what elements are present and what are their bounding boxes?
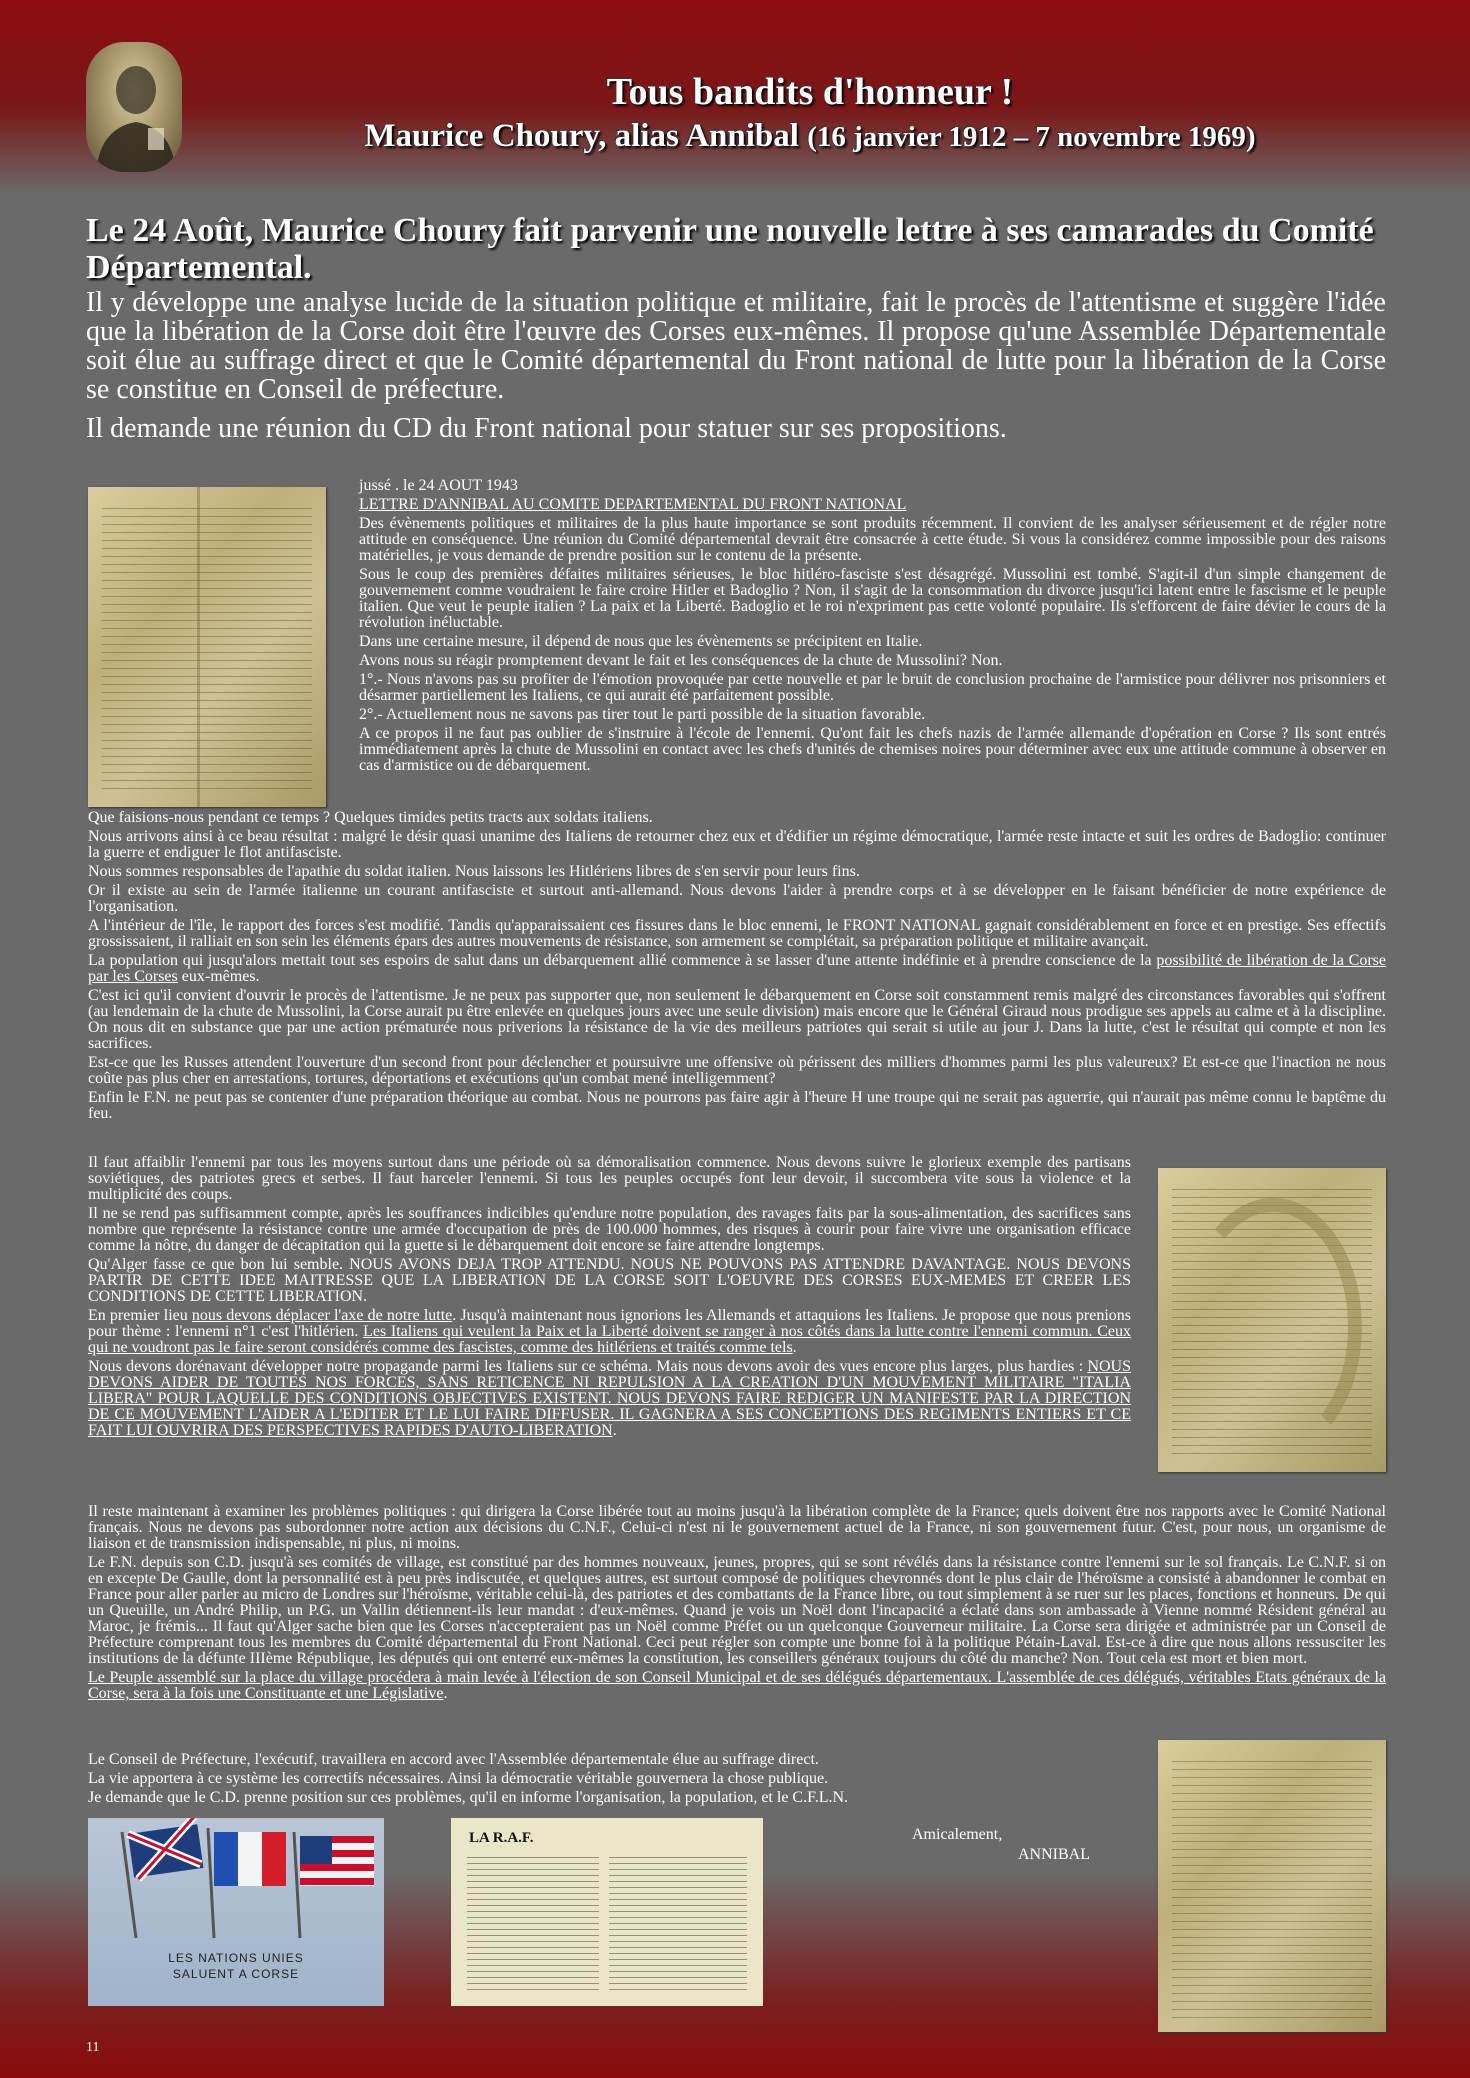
letter-full-block	[88, 810, 1386, 1125]
letter-paragraph: Le Peuple assemblé sur la place du village procédera à main levée à l'élection de son Conseil Municipal et de ses délégués départementaux. L'assemblée de ces délégués, véritables Etats généraux de la Corse, sera à la fois une Constituante et une Législative.	[88, 1669, 1386, 1702]
page-title: Tous bandits d'honneur !	[606, 71, 1014, 113]
letter-paragraph: Il ne se rend pas suffisamment compte, après les souffrances indicibles qu'endure notre population, des ravages faits par la sous-alimentation, des sacrifices sans nombre que représente la résistance contre une armée d'occupation de près de 100.000 hommes, des risques à courir pour faire vivre une organisation efficace comme la nôtre, du danger de décapitation qui la guette si le débarquement doit encore se faire attendre longtemps.	[88, 1205, 1131, 1254]
letter-scan-image	[88, 487, 326, 807]
letter-paragraph: Nous arrivons ainsi à ce beau résultat : malgré le désir quasi unanime des Italiens de retourner chez eux et d'édifier un régime démocratique, l'armée reste intacte et suit les ordres de Badoglio: continuer la guerre et endiguer le flot antifasciste.	[88, 828, 1386, 861]
intro-paragraph: Il demande une réunion du CD du Front national pour statuer sur ses propositions.	[86, 413, 1007, 444]
letter-paragraph: Enfin le F.N. ne peut pas se contenter d'une préparation théorique au combat. Nous ne pourrons pas faire agir à l'heure H une troupe qui ne serait pas aguerrie, qui n'aurait pas même connu le baptême du feu.	[88, 1089, 1386, 1122]
raf-leaflet-image	[451, 1818, 763, 2006]
letter-paragraph: 2°.- Actuellement nous ne savons pas tirer tout le parti possible de la situation favorable.	[359, 706, 926, 723]
letter-paragraph: A ce propos il ne faut pas oublier de s'instruire à l'école de l'ennemi. Qu'ont fait les chefs nazis de l'armée allemande d'opération en Corse ? Ils sont entrés immédiatement après la chute de Mussolini en contact avec les chefs d'unités de chemises noires pour déterminer avec eux une attitude commune à observer en cas d'armistice ou de débarquement.	[359, 725, 1386, 774]
letter-paragraph: Que faisions-nous pendant ce temps ? Quelques timides petits tracts aux soldats italiens.	[88, 809, 653, 826]
flag-caption: LES NATIONS UNIES SALUENT A CORSE	[168, 1951, 304, 1981]
letter-paragraph: Des évènements politiques et militaires de la plus haute importance se sont produits récemment. Il convient de les analyser sérieusement et de régler notre attitude en conséquence. Une réunion du Comité départemental devrait être consacrée à cette étude. Si vous la considérez comme impossible pour des raisons matérielles, je vous demande de prendre position sur le contenu de la présente.	[359, 515, 1386, 564]
closing-text: Amicalement,	[912, 1826, 1003, 1843]
page-number: 11	[86, 2040, 100, 2055]
letter-paragraph: En premier lieu nous devons déplacer l'axe de notre lutte. Jusqu'à maintenant nous ignorions les Allemands et attaquions les Italiens. Je propose que nous prenions pour thème : l'ennemi n°1 c'est l'hitlérien. Les Italiens qui veulent la Paix et la Liberté doivent se ranger à nos côtés dans la lutte contre l'ennemi commun. Ceux qui ne voudront pas le faire seront considérés comme des fascistes, comme des hitlériens et traités comme tels.	[88, 1307, 1132, 1356]
signature: ANNIBAL	[1018, 1846, 1090, 1863]
letter-paragraph: Avons nous su réagir promptement devant le fait et les conséquences de la chute de Mussolini? Non.	[359, 652, 1003, 669]
letter-narrow-block	[88, 1155, 1131, 1442]
letter-dateline: jussé . le 24 AOUT 1943	[359, 477, 518, 494]
letter-paragraph: Je demande que le C.D. prenne position sur ces problèmes, qu'il en informe l'organisation, la population, et le C.F.L.N.	[88, 1789, 849, 1806]
allied-flags-image	[88, 1818, 384, 2006]
letter-end-block	[88, 1752, 1133, 1809]
letter-paragraph: Est-ce que les Russes attendent l'ouverture d'un second front pour déclencher et poursuivre une offensive où périssent des milliers d'hommes parmi les plus valeureux? Et est-ce que l'inaction ne nous coûte pas plus cher en arrestations, tortures, déportations et exécutions qu'un combat mené intelligemment?	[88, 1054, 1386, 1087]
letter-paragraph: Dans une certaine mesure, il dépend de nous que les évènements se précipitent en Italie.	[359, 633, 923, 650]
letter-paragraph: Qu'Alger fasse ce que bon lui semble. NOUS AVONS DEJA TROP ATTENDU. NOUS NE POUVONS PAS ATTENDRE DAVANTAGE. NOUS DEVONS PARTIR DE CETTE IDEE MAITRESSE QUE LA LIBERATION DE LA CORSE SOIT L'OEUVRE DES CORSES EUX-MEMES ET CREER LES CONDITIONS DE CETTE LIBERATION.	[88, 1256, 1131, 1305]
letter-paragraph: 1°.- Nous n'avons pas su profiter de l'émotion provoquée par cette nouvelle et par le bruit de conclusion prochaine de l'armistice pour délivrer nos prisonniers et désarmer partiellement les Italiens, ce qui aurait été parfaitement possible.	[359, 671, 1386, 704]
letter-paragraph: Le Conseil de Préfecture, l'exécutif, travaillera en accord avec l'Assemblée départementale élue au suffrage direct.	[88, 1751, 819, 1768]
letter-scan-image	[1158, 1168, 1386, 1472]
letter-paragraph: A l'intérieur de l'île, le rapport des forces s'est modifié. Tandis qu'apparaissaient ces fissures dans le bloc ennemi, le FRONT NATIONAL gagnait considérablement en force et en prestige. Ses effectifs grossissaient, il ralliait en son sein les éléments épars des autres mouvements de résistance, son armement se complétait, sa préparation politique et militaire avançait.	[88, 917, 1386, 950]
letter-paragraph: Il faut affaiblir l'ennemi par tous les moyens surtout dans une période où sa démoralisation commence. Nous devons suivre le glorieux exemple des partisans soviétiques, des patriotes grecs et serbes. Il faut harceler l'ennemi. Si tous les peuples occupés font leur devoir, il succombera vite sous la violence et la multiplicité des coups.	[88, 1154, 1131, 1203]
letter-scan-image	[1158, 1740, 1386, 2032]
letter-heading: LETTRE D'ANNIBAL AU COMITE DEPARTEMENTAL DU FRONT NATIONAL	[359, 496, 907, 513]
raf-leaflet-title: LA R.A.F.	[469, 1830, 534, 1846]
letter-paragraph: Sous le coup des premières défaites militaires sérieuses, le bloc hitléro-fasciste s'est désagrégé. Mussolini est tombé. S'agit-il d'un simple changement de gouvernement comme voudraient le faire croire Hitler et Badoglio ? Non, il s'agit de la consommation du divorce jusqu'ici latent entre le fascisme et le peuple italien. Que veut le peuple italien ? La paix et la Liberté. Badoglio et le roi n'expriment pas cette volonté populaire. Ils s'efforcent de faire dévier le cours de la révolution inéluctable.	[359, 566, 1386, 631]
page-subtitle	[0, 118, 1470, 155]
intro-paragraph: Il y développe une analyse lucide de la situation politique et militaire, fait le procès de l'attentisme et suggère l'idée que la libération de la Corse doit être l'œuvre des Corses eux-mêmes. Il propose qu'une Assemblée Départementale soit élue au suffrage direct et que le Comité départemental du Front national de lutte pour la libération de la Corse se constitue en Conseil de préfecture.	[86, 287, 1386, 405]
headline: Le 24 Août, Maurice Choury fait parvenir une nouvelle lettre à ses camarades du Comité Départemental.	[86, 212, 1374, 286]
letter-paragraph: Nous sommes responsables de l'apathie du soldat italien. Nous laissons les Hitlériens libres de s'en servir pour leurs fins.	[88, 863, 860, 880]
letter-paragraph: Il reste maintenant à examiner les problèmes politiques : qui dirigera la Corse libérée tout au moins jusqu'à la libération complète de la France; quels doivent être nos rapports avec le Comité National français. Nous ne devons pas subordonner notre action aux décisions du C.N.F., Celui-ci n'est ni le gouvernement actuel de la France, ni son gouvernement futur. C'est, pour nous, un organisme de liaison et de transmission indispensable, ni plus, ni moins.	[88, 1503, 1386, 1552]
letter-paragraph: Or il existe au sein de l'armée italienne un courant antifasciste et surtout anti-allemand. Nous devons l'aider à prendre corps et à se développer en le faisant bénéficier de notre expérience de l'organisation.	[88, 882, 1386, 915]
letter-full-block-2	[88, 1504, 1386, 1705]
letter-paragraph: Nous devons dorénavant développer notre propagande parmi les Italiens sur ce schéma. Mais nous devons avoir des vues encore plus larges, plus hardies : NOUS DEVONS AIDER DE TOUTES NOS FORCES, SANS RETICENCE NI REPULSION A LA CREATION D'UN MOUVEMENT MILITAIRE "ITALIA LIBERA" POUR LAQUELLE DES CONDITIONS OBJECTIVES EXISTENT. NOUS DEVONS FAIRE REDIGER UN MANIFESTE PAR LA DIRECTION DE CE MOUVEMENT L'AIDER A L'EDITER ET LE LUI FAIRE DIFFUSER. IL GAGNERA A SES CONCEPTIONS DES REGIMENTS ENTIERS ET CE FAIT LUI OUVRIRA DES PERSPECTIVES RAPIDES D'AUTO-LIBERATION.	[88, 1358, 1131, 1439]
subtitle-dates: (16 janvier 1912 – 7 novembre 1969)	[807, 121, 1256, 153]
subtitle-name: Maurice Choury, alias Annibal	[364, 118, 799, 154]
letter-top-block	[359, 478, 1386, 777]
letter-paragraph: La vie apportera à ce système les correctifs nécessaires. Ainsi la démocratie véritable gouvernera la chose publique.	[88, 1770, 829, 1787]
letter-signoff	[912, 1825, 1112, 1865]
intro-text	[86, 288, 1386, 443]
letter-paragraph: C'est ici qu'il convient d'ouvrir le procès de l'attentisme. Je ne peux pas supporter que, non seulement le débarquement en Corse soit constamment remis malgré des circonstances favorables qui s'offrent (au lendemain de la chute de Mussolini, la Corse aurait pu être enlevée en quelques jours avec une seule division) mais encore que le Général Giraud nous prodigue ses appels au calme et à la discipline. On nous dit en substance que par une action prématurée nous priverions la résistance de la vie des meilleurs patriotes qui serait si utile au jour J. Dans la lutte, c'est le résultat qui compte et non les sacrifices.	[88, 987, 1386, 1052]
letter-paragraph: Le F.N. depuis son C.D. jusqu'à ses comités de village, est constitué par des hommes nouveaux, jeunes, propres, qui se sont révélés dans la résistance contre l'ennemi sur le sol français. Le C.N.F. si on en excepte De Gaulle, dont la personnalité est à peu près indiscutée, et quelques autres, est surtout composé de politiques chevronnés dont le plus clair de l'héroïsme a consisté à abandonner le combat en France pour aller parler au micro de Londres sur l'héroïsme, véritable celui-là, des patriotes et des combattants de la France libre, ou tout simplement à se ruer sur les places, fonctions et honneurs. De qui un Queuille, un André Philip, un P.G. un Vallin détiennent-ils leur mandat : d'eux-mêmes. Quand je vois un Noël dont l'incapacité a éclaté dans son ambassade à Vienne nommé Résident général au Maroc, je frémis... Il faut qu'Alger sache bien que les Corses n'accepteraient pas un Noël comme Préfet ou un quelconque Gouverneur militaire. La Corse sera dirigée et administrée par un Conseil de Préfecture comprenant tous les membres du Comité départemental du Front National. Ceci peut régler son compte une bonne foi à la politique Pétain-Laval. Est-ce à dire que nous allons ressusciter les institutions de la défunte IIIème République, les députés qui ont enterré eux-mêmes la constitution, les conseillers généraux toujours du côté du manche? Non. Tout cela est mort et bien mort.	[88, 1554, 1387, 1667]
letter-paragraph: La population qui jusqu'alors mettait tout ses espoirs de salut dans un débarquement allié commence à se lasser d'une attente indéfinie et à prendre conscience de la possibilité de libération de la Corse par les Corses eux-mêmes.	[88, 952, 1387, 985]
